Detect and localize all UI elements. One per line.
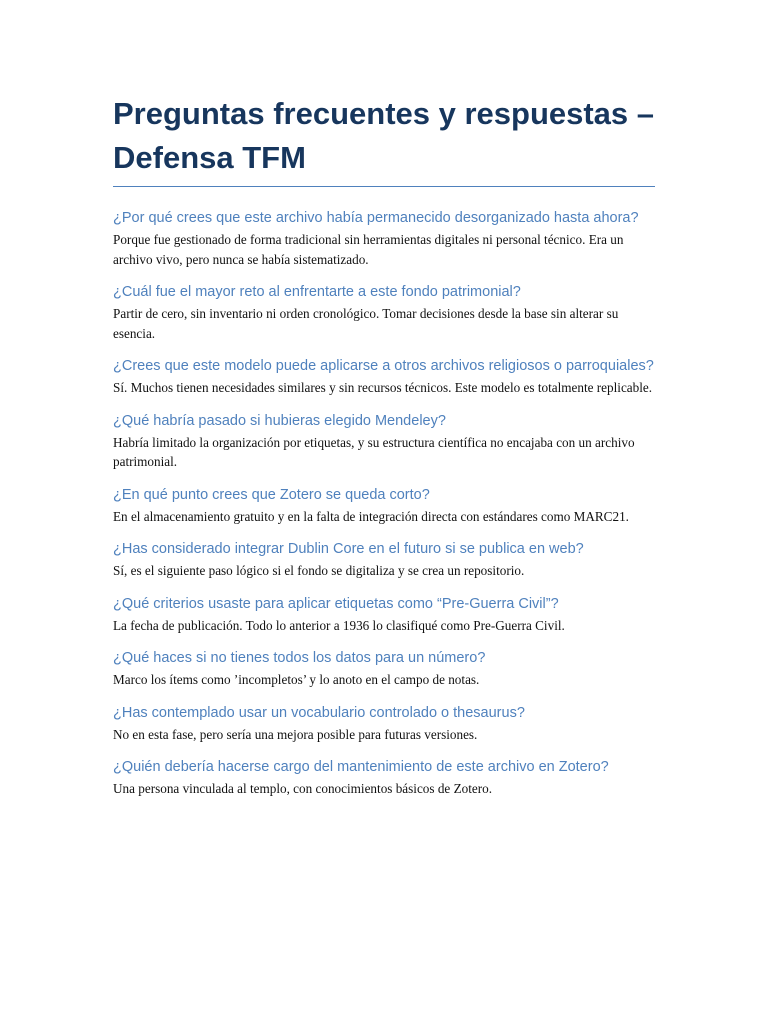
faq-question: ¿Has contemplado usar un vocabulario controlado o thesaurus?: [113, 704, 525, 721]
faq-item: [113, 207, 655, 269]
document-page: [113, 92, 655, 811]
faq-answer: Marco los ítems como ’incompletos’ y lo anoto en el campo de notas.: [113, 672, 480, 687]
faq-item: [113, 538, 655, 581]
faq-question: ¿Crees que este modelo puede aplicarse a otros archivos religiosos o parroquiales?: [113, 358, 654, 374]
faq-question: ¿Por qué crees que este archivo había permanecido desorganizado hasta ahora?: [113, 210, 639, 226]
faq-answer: Sí, es el siguiente paso lógico si el fondo se digitaliza y se crea un repositorio.: [113, 563, 525, 578]
faq-item: [113, 702, 655, 745]
faq-item: [113, 281, 655, 343]
faq-answer: Sí. Muchos tienen necesidades similares y sin recursos técnicos. Este modelo es totalmente replicable.: [113, 380, 653, 395]
document-title: Preguntas frecuentes y respuestas – Defensa TFM: [113, 92, 655, 187]
faq-question: ¿Qué haces si no tienes todos los datos para un número?: [113, 650, 486, 666]
faq-list: [113, 207, 655, 799]
faq-question: ¿Qué habría pasado si hubieras elegido Mendeley?: [113, 412, 446, 429]
faq-item: [113, 756, 655, 799]
faq-item: [113, 593, 655, 636]
faq-answer: Partir de cero, sin inventario ni orden cronológico. Tomar decisiones desde la base sin alterar su esencia.: [113, 306, 619, 341]
faq-item: [113, 647, 655, 690]
faq-question: ¿Cuál fue el mayor reto al enfrentarte a este fondo patrimonial?: [113, 284, 521, 300]
faq-item: [113, 355, 655, 398]
faq-answer: Una persona vinculada al templo, con conocimientos básicos de Zotero.: [113, 781, 493, 796]
faq-question: ¿En qué punto crees que Zotero se queda corto?: [113, 486, 430, 503]
faq-answer: No en esta fase, pero sería una mejora posible para futuras versiones.: [113, 726, 478, 742]
faq-question: ¿Qué criterios usaste para aplicar etiquetas como “Pre-Guerra Civil”?: [113, 595, 559, 612]
faq-question: ¿Quién debería hacerse cargo del mantenimiento de este archivo en Zotero?: [113, 759, 609, 775]
faq-question: ¿Has considerado integrar Dublin Core en el futuro si se publica en web?: [113, 541, 584, 557]
faq-item: [113, 484, 655, 527]
faq-answer: Porque fue gestionado de forma tradicional sin herramientas digitales ni personal técnico. Era un archivo vivo, pero nunca se había sistematizado.: [113, 232, 624, 267]
faq-answer: La fecha de publicación. Todo lo anterior a 1936 lo clasifiqué como Pre-Guerra Civil.: [113, 617, 565, 633]
faq-item: [113, 410, 655, 472]
faq-answer: Habría limitado la organización por etiquetas, y su estructura científica no encajaba con un archivo patrimonial.: [113, 434, 635, 469]
faq-answer: En el almacenamiento gratuito y en la falta de integración directa con estándares como MARC21.: [113, 508, 629, 524]
